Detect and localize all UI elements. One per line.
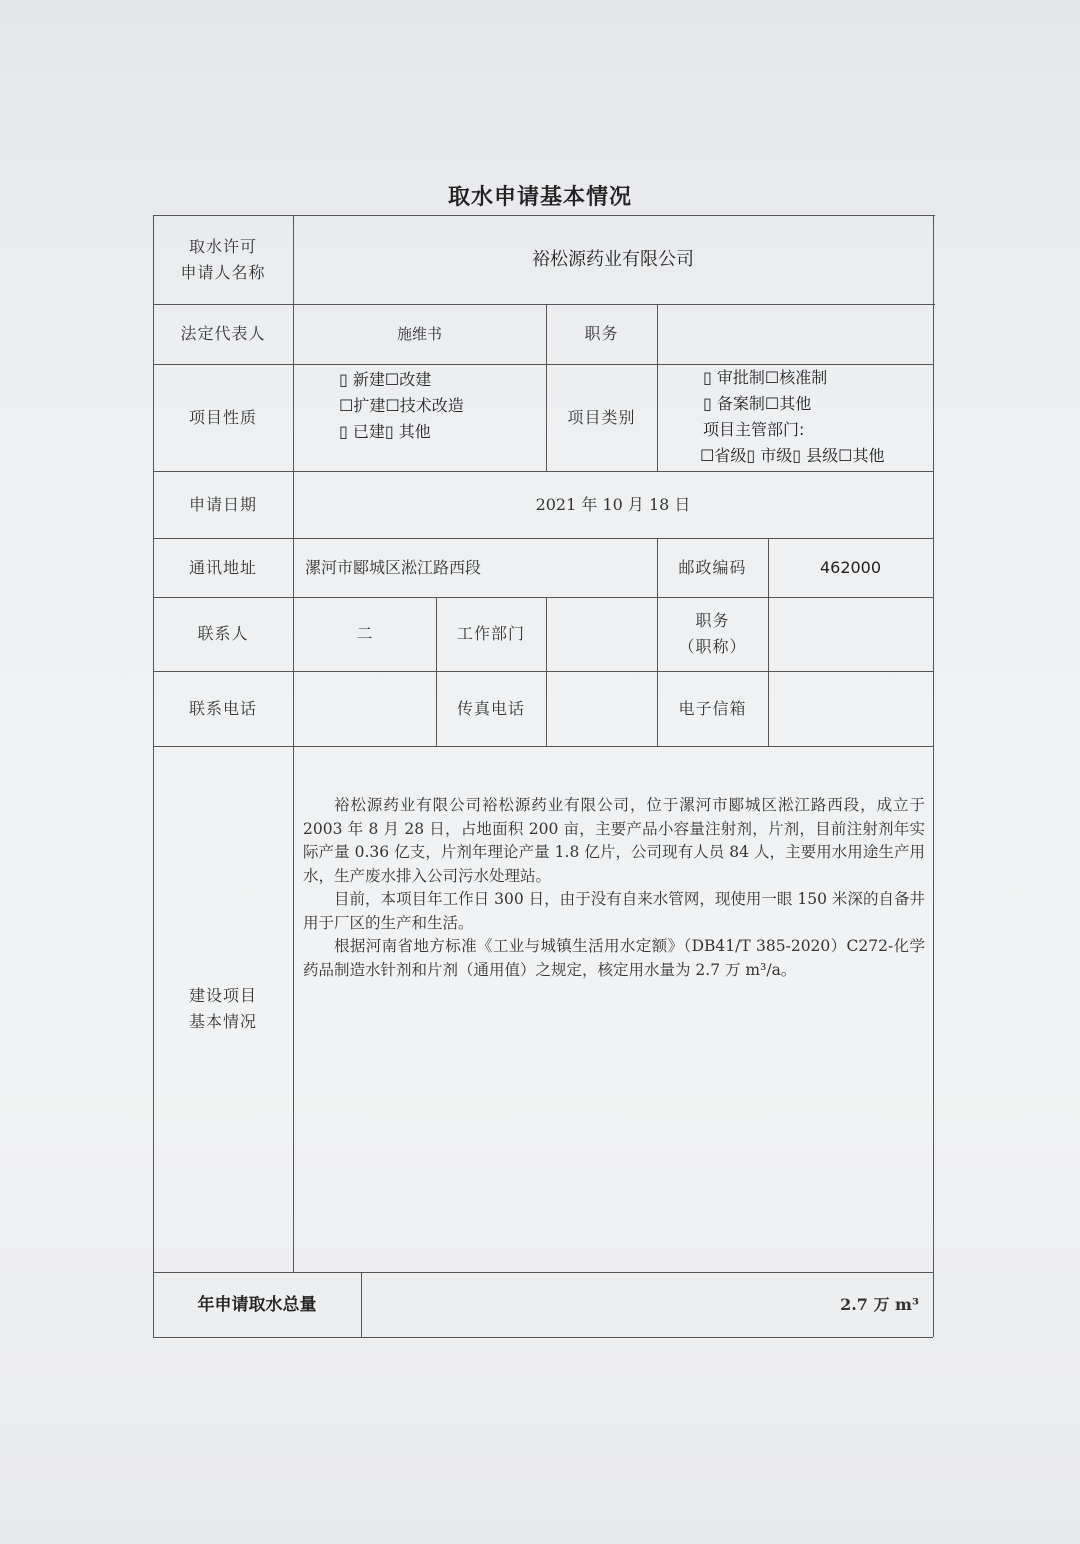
legal-rep-label: 法定代表人 [180,324,266,343]
project-info-paragraph-1: 裕松源药业有限公司裕松源药业有限公司，位于漯河市郾城区淞江路西段，成立于 2003 年 8 月 28 日，占地面积 200 亩，主要产品小容量注射剂，片剂，目前注射剂年实际产量 0.36 亿支，片剂年理论产量 1.8 亿片，公司现有人员 84 人，主要用水用途生产用水，生产废水排入公司污水处理站。 [303,796,925,885]
postcode-value: 462000 [819,557,882,577]
applicant-name-value: 裕松源药业有限公司 [532,248,694,270]
address-label: 通讯地址 [188,557,257,577]
project-category-line-2: ▯ 备案制☐其他 [703,394,812,413]
phone-label: 联系电话 [188,698,257,718]
annual-total-value: 2.7 万 m³ [840,1294,919,1314]
fax-value [546,671,657,746]
applicant-name-label: 取水许可 申请人名称 [180,236,266,282]
apply-date-label: 申请日期 [188,494,257,514]
project-category-options [657,364,933,471]
fax-label: 传真电话 [456,698,525,718]
department-value [546,597,657,671]
phone-value [293,671,436,746]
address-value: 漯河市郾城区淞江路西段 [305,557,482,577]
project-nature-label: 项目性质 [188,407,257,427]
project-info-paragraph-3: 根据河南省地方标准《工业与城镇生活用水定额》（DB41/T 385-2020）C272-化学药品制造水针剂和片剂（通用值）之规定，核定用水量为 2.7 万 m³/a。 [303,937,925,979]
contact-label: 联系人 [197,624,249,643]
project-info-text [303,794,925,982]
email-value [768,671,933,746]
apply-date-value: 2021 年 10 月 18 日 [535,494,691,514]
annual-total-label: 年申请取水总量 [197,1294,317,1315]
page-title: 取水申请基本情况 [447,185,632,210]
project-category-line-1: ▯ 审批制☐核准制 [703,368,828,387]
contact-title-value [768,597,933,671]
project-nature-line-1: ▯ 新建☐改建 [339,370,432,389]
project-info-label: 建设项目 基本情况 [188,986,257,1031]
email-label: 电子信箱 [678,698,747,718]
legal-rep-position-label: 职务 [584,324,619,343]
department-label: 工作部门 [456,624,525,643]
project-authority-label: 项目主管部门: [703,420,805,439]
legal-rep-position-value [657,304,933,364]
project-nature-line-3: ▯ 已建▯ 其他 [339,422,431,441]
postcode-label: 邮政编码 [678,557,747,577]
legal-rep-value: 施维书 [396,325,442,343]
project-category-label: 项目类别 [567,407,636,427]
project-nature-options [293,364,546,471]
project-nature-line-2: ☐扩建☐技术改造 [339,396,464,415]
project-authority-options: ☐省级▯ 市级▯ 县级☐其他 [700,446,885,465]
contact-value: 二 [356,624,373,643]
project-info-paragraph-2: 目前，本项目年工作日 300 日，由于没有自来水管网，现使用一眼 150 米深的自备井用于厂区的生产和生活。 [303,890,925,932]
contact-title-label: 职务 （职称） [678,611,747,656]
